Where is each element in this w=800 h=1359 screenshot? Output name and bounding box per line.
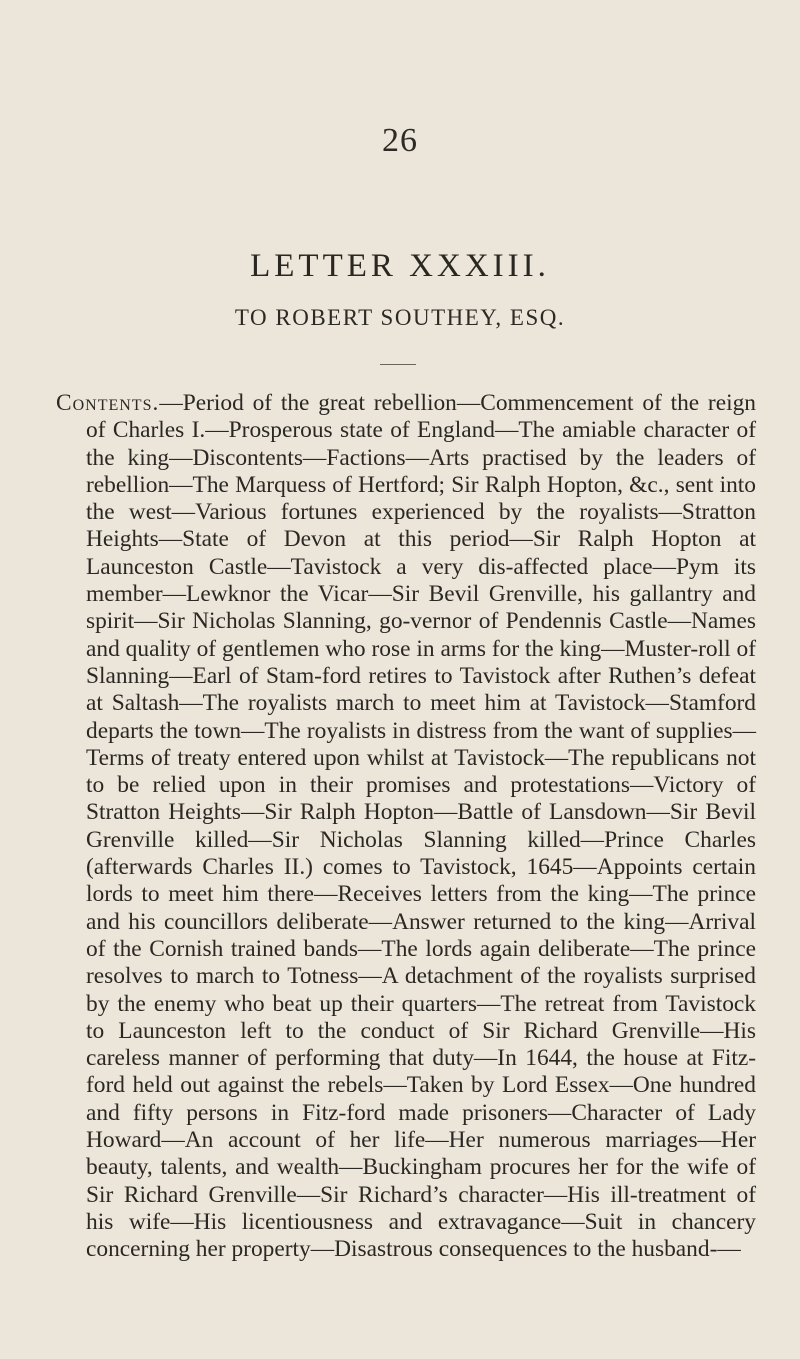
divider-rule	[380, 364, 416, 365]
contents-summary	[56, 390, 756, 1264]
addressee-heading: TO ROBERT SOUTHEY, ESQ.	[234, 305, 566, 330]
contents-label: Contents.	[56, 390, 160, 416]
contents-text: —Period of the great rebellion—Commencement of the reign of Charles I.—Prosperous state of England—The amiable character of the king—Discontents—Factions—Arts practised by the leaders of rebellion—The Marquess of Hertford; Sir Ralph Hopton, &c., sent into the west—Various fortunes experienced by the royalists—Stratton Heights—State of Devon at this period—Sir Ralph Hopton at Launceston Castle—Tavistock a very dis-affected place—Pym its member—Lewknor the Vicar—Sir Bevil Grenville, his gallantry and spirit—Sir Nicholas Slanning, go-vernor of Pendennis Castle—Names and quality of gentlemen who rose in arms for the king—Muster-roll of Slanning—Earl of Stam-ford retires to Tavistock after Ruthen’s defeat at Saltash—The royalists march to meet him at Tavistock—Stamford departs the town—The royalists in distress from the want of supplies—Terms of treaty entered upon whilst at Tavistock—The republicans not to be relied upon in their promises and protestations—Victory of Stratton Heights—Sir Ralph Hopton—Battle of Lansdown—Sir Bevil Grenville killed—Sir Nicholas Slanning killed—Prince Charles (afterwards Charles II.) comes to Tavistock, 1645—Appoints certain lords to meet him there—Receives letters from the king—The prince and his councillors deliberate—Answer returned to the king—Arrival of the Cornish trained bands—The lords again deliberate—The prince resolves to march to Totness—A detachment of the royalists surprised by the enemy who beat up their quarters—The retreat from Tavistock to Launceston left to the conduct of Sir Richard Grenville—His careless manner of performing that duty—In 1644, the house at Fitz-ford held out against the rebels—Taken by Lord Essex—One hundred and fifty persons in Fitz-ford made prisoners—Character of Lady Howard—An account of her life—Her numerous marriages—Her beauty, talents, and wealth—Buckingham procures her for the wife of Sir Richard Grenville—Sir Richard’s character—His ill-treatment of his wife—His licentiousness and extravagance—Suit in chancery concerning her property—Disastrous consequences to the husband-—	[86, 390, 756, 1263]
page-number: 26	[382, 122, 418, 159]
letter-title: LETTER XXXIII.	[250, 248, 550, 284]
